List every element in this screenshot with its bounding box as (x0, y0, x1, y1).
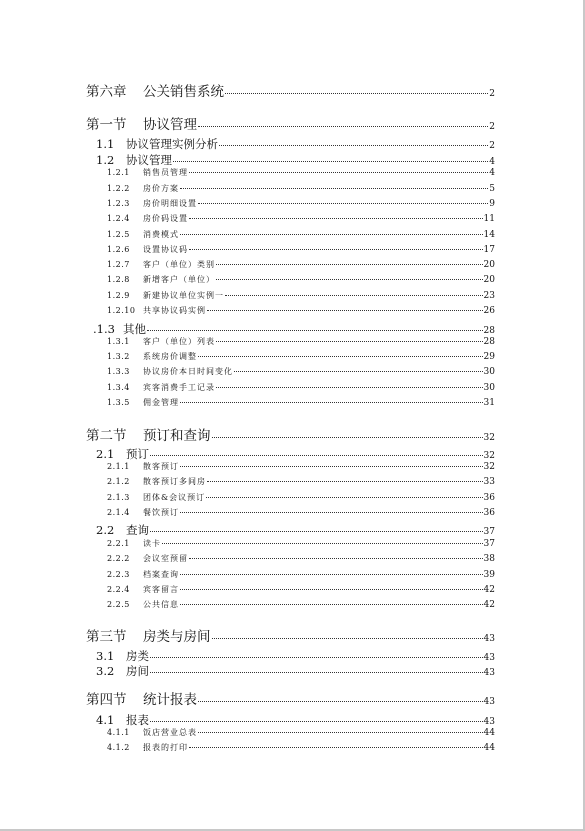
toc-page-number: 44 (483, 728, 495, 738)
toc-entry[interactable] (107, 167, 495, 178)
toc-leader-dots (198, 203, 488, 204)
toc-entry[interactable] (86, 113, 495, 133)
toc-page-number: 30 (483, 367, 495, 377)
toc-page-number: 33 (483, 477, 495, 487)
toc-entry-title: 协议管理 (126, 153, 172, 167)
toc-page-number: 2 (489, 141, 495, 151)
toc-entry-title: 统计报表 (143, 692, 197, 708)
toc-entry-number: 1.3.1 (107, 337, 130, 346)
toc-entry-number: 2.2 (96, 523, 115, 537)
toc-page-number: 31 (483, 398, 495, 408)
toc-entry[interactable] (96, 522, 495, 538)
toc-entry-title: 读卡 (143, 539, 161, 548)
toc-entry-title: 预订和查询 (143, 428, 211, 444)
toc-leader-dots (189, 558, 483, 559)
toc-leader-dots (198, 732, 483, 733)
toc-leader-dots (207, 481, 483, 482)
toc-page-number: 37 (483, 539, 495, 549)
toc-page-number: 9 (489, 199, 495, 209)
toc-leader-dots (180, 402, 483, 403)
toc-leader-dots (216, 387, 483, 388)
toc-entry-title: 新建协议单位实例一 (143, 291, 224, 300)
toc-entry[interactable] (107, 336, 495, 347)
toc-entry-number: 3.2 (96, 664, 115, 678)
toc-entry[interactable] (107, 397, 495, 408)
toc-entry-number: 2.1 (96, 447, 115, 461)
toc-page-number: 11 (483, 214, 495, 224)
toc-entry[interactable] (107, 290, 495, 301)
toc-entry-title: 销售员管理 (143, 168, 188, 177)
toc-entry-number: 1.2.2 (107, 184, 130, 193)
toc-leader-dots (147, 330, 483, 331)
toc-entry[interactable] (86, 424, 495, 444)
toc-leader-dots (180, 574, 483, 575)
toc-page-number: 38 (483, 554, 495, 564)
toc-leader-dots (180, 589, 483, 590)
toc-entry-title: 房价码设置 (143, 214, 188, 223)
toc-entry-number: 2.2.4 (107, 585, 130, 594)
toc-leader-dots (162, 543, 483, 544)
toc-entry-number: 1.2.8 (107, 275, 130, 284)
toc-leader-dots (216, 264, 483, 265)
toc-entry[interactable] (96, 712, 495, 728)
toc-entry-number: 2.2.1 (107, 539, 130, 548)
toc-entry[interactable] (107, 553, 495, 564)
toc-entry[interactable] (107, 213, 495, 224)
toc-entry-number: 1.3.3 (107, 367, 130, 376)
toc-entry-number: 1.2.10 (107, 306, 136, 315)
toc-leader-dots (234, 371, 483, 372)
toc-entry-number: 2.2.5 (107, 600, 130, 609)
toc-entry-number: 第四节 (86, 692, 127, 708)
toc-leader-dots (212, 437, 483, 438)
toc-entry[interactable] (107, 569, 495, 580)
toc-entry-number: 2.2.3 (107, 570, 130, 579)
toc-entry-number: 第六章 (86, 84, 127, 100)
toc-page-number: 23 (483, 291, 495, 301)
toc-leader-dots (150, 672, 483, 673)
toc-entry-title: 协议管理实例分析 (126, 137, 218, 151)
toc-entry-title: 团体&会议预订 (143, 493, 206, 502)
toc-leader-dots (198, 126, 488, 127)
toc-entry-number: 1.2.4 (107, 214, 130, 223)
toc-entry-number: 第三节 (86, 629, 127, 645)
toc-entry[interactable] (107, 584, 495, 595)
toc-entry[interactable] (86, 688, 495, 708)
toc-leader-dots (198, 701, 483, 702)
toc-entry-title: 消费模式 (143, 230, 179, 239)
toc-page-number: 42 (483, 600, 495, 610)
toc-page-number: 26 (483, 306, 495, 316)
toc-leader-dots (216, 341, 483, 342)
toc-page-number: 4 (489, 157, 495, 167)
toc-entry-number: 1.2.7 (107, 260, 130, 269)
toc-entry-title: 新增客户（单位） (143, 275, 215, 284)
toc-entry-title: 预订 (126, 447, 149, 461)
toc-entry-title: 餐饮预订 (143, 508, 179, 517)
toc-page-number: 32 (483, 451, 495, 461)
toc-page-number: 2 (489, 89, 495, 99)
toc-page-number: 14 (483, 230, 495, 240)
toc-entry-title: 报表的打印 (143, 743, 188, 752)
toc-entry[interactable] (107, 742, 495, 753)
toc-page-number: 32 (483, 462, 495, 472)
toc-entry-title: 房价明细设置 (143, 199, 197, 208)
toc-page-number: 5 (489, 184, 495, 194)
toc-entry-number: 4.1 (96, 713, 115, 727)
toc-leader-dots (206, 497, 482, 498)
toc-entry[interactable] (107, 274, 495, 285)
toc-leader-dots (180, 604, 483, 605)
toc-entry[interactable] (86, 80, 495, 100)
toc-entry[interactable] (107, 476, 495, 487)
toc-page-number: 30 (483, 383, 495, 393)
toc-leader-dots (189, 747, 483, 748)
toc-entry[interactable] (107, 507, 495, 518)
toc-entry[interactable] (96, 648, 495, 664)
toc-entry-number: 2.1.2 (107, 477, 130, 486)
toc-entry-number: 1.2.1 (107, 168, 130, 177)
toc-entry[interactable] (107, 382, 495, 393)
toc-entry-title: 房类与房间 (143, 629, 211, 645)
toc-entry-number: 2.1.4 (107, 508, 130, 517)
toc-entry-title: 档案查询 (143, 570, 179, 579)
toc-leader-dots (180, 188, 488, 189)
toc-entry[interactable] (107, 351, 495, 362)
toc-entry[interactable] (107, 305, 495, 316)
toc-leader-dots (225, 295, 483, 296)
toc-leader-dots (150, 657, 483, 658)
toc-entry-number: 2.1.3 (107, 493, 130, 502)
toc-entry[interactable] (93, 321, 495, 337)
toc-entry-title: 房类 (126, 649, 149, 663)
toc-page-number: 32 (483, 433, 495, 443)
toc-entry[interactable] (107, 244, 495, 255)
toc-entry[interactable] (107, 599, 495, 610)
toc-page-number: 28 (483, 337, 495, 347)
toc-page-number: 43 (483, 653, 495, 663)
toc-leader-dots (150, 455, 483, 456)
toc-entry-number: 2.1.1 (107, 462, 130, 471)
toc-page-number: 37 (483, 527, 495, 537)
toc-leader-dots (212, 638, 483, 639)
toc-leader-dots (189, 249, 483, 250)
toc-entry-title: 共享协议码实例 (143, 306, 206, 315)
toc-entry[interactable] (107, 461, 495, 472)
toc-page-number: 20 (483, 260, 495, 270)
toc-entry-number: 4.1.2 (107, 743, 130, 752)
toc-entry-title: 佣金管理 (143, 398, 179, 407)
toc-entry-number: 第一节 (86, 117, 127, 133)
toc-entry-title: 公共信息 (143, 600, 179, 609)
toc-entry-title: 房价方案 (143, 184, 179, 193)
toc-entry-number: 2.2.2 (107, 554, 130, 563)
toc-entry-title: 会议室预留 (143, 554, 188, 563)
toc-leader-dots (189, 172, 488, 173)
toc-entry[interactable] (107, 183, 495, 194)
toc-entry-title: 宾客消费手工记录 (143, 383, 215, 392)
toc-leader-dots (189, 218, 483, 219)
toc-entry[interactable] (107, 366, 495, 377)
toc-entry-number: 1.2 (96, 153, 115, 167)
toc-entry-number: 1.2.3 (107, 199, 130, 208)
toc-entry-title: 客户（单位）类别 (143, 260, 215, 269)
toc-entry-number: 3.1 (96, 649, 115, 663)
toc-entry-title: 其他 (123, 322, 146, 336)
toc-entry[interactable] (107, 492, 495, 503)
toc-leader-dots (180, 466, 483, 467)
toc-page-number: 17 (483, 245, 495, 255)
toc-leader-dots (180, 512, 483, 513)
toc-entry-title: 设置协议码 (143, 245, 188, 254)
toc-entry-title: 散客预订 (143, 462, 179, 471)
toc-entry[interactable] (96, 136, 495, 152)
toc-entry-title: 系统房价调整 (143, 352, 197, 361)
toc-page-number: 42 (483, 585, 495, 595)
toc-leader-dots (219, 145, 488, 146)
toc-entry-number: 1.2.9 (107, 291, 130, 300)
toc-entry-number: 1.3.2 (107, 352, 130, 361)
toc-leader-dots (150, 721, 483, 722)
toc-page-number: 28 (483, 326, 495, 336)
toc-entry[interactable] (107, 259, 495, 270)
toc-page-number: 39 (483, 570, 495, 580)
toc-entry[interactable] (86, 625, 495, 645)
toc-leader-dots (198, 356, 483, 357)
toc-page-number: 43 (483, 634, 495, 644)
toc-page-number: 4 (489, 168, 495, 178)
toc-leader-dots (207, 310, 483, 311)
toc-entry-title: 报表 (126, 713, 149, 727)
toc-entry-title: 客户（单位）列表 (143, 337, 215, 346)
toc-entry-title: 散客预订多间房 (143, 477, 206, 486)
toc-entry-number: 1.3.5 (107, 398, 130, 407)
toc-page-number: 43 (483, 668, 495, 678)
toc-page-number: 2 (489, 122, 495, 132)
toc-leader-dots (173, 161, 488, 162)
toc-entry[interactable] (96, 446, 495, 462)
toc-entry-number: 第二节 (86, 428, 127, 444)
toc-leader-dots (150, 531, 483, 532)
toc-entry-number: .1.3 (93, 322, 115, 336)
toc-entry[interactable] (96, 663, 495, 679)
toc-page-number: 20 (483, 275, 495, 285)
toc-entry[interactable] (107, 198, 495, 209)
toc-page-number: 36 (483, 508, 495, 518)
toc-entry[interactable] (107, 727, 495, 738)
toc-entry[interactable] (107, 538, 495, 549)
toc-leader-dots (180, 234, 483, 235)
toc-page-number: 43 (483, 697, 495, 707)
toc-page-number: 43 (483, 717, 495, 727)
toc-entry-number: 1.2.5 (107, 230, 130, 239)
toc-entry-number: 1.3.4 (107, 383, 130, 392)
toc-page-number: 29 (483, 352, 495, 362)
toc-page-number: 36 (483, 493, 495, 503)
toc-entry-title: 房间 (126, 664, 149, 678)
toc-entry-title: 协议房价本日时间变化 (143, 367, 233, 376)
toc-entry-title: 宾客留言 (143, 585, 179, 594)
toc-entry-title: 饭店营业总表 (143, 728, 197, 737)
toc-entry-title: 协议管理 (143, 117, 197, 133)
toc-leader-dots (216, 279, 483, 280)
toc-entry[interactable] (107, 229, 495, 240)
toc-entry-title: 查询 (126, 523, 149, 537)
toc-leader-dots (225, 93, 488, 94)
toc-entry[interactable] (96, 152, 495, 168)
toc-entry-title: 公关销售系统 (143, 84, 224, 100)
toc-entry-number: 1.2.6 (107, 245, 130, 254)
toc-entry-number: 4.1.1 (107, 728, 130, 737)
toc-page-number: 44 (483, 743, 495, 753)
toc-entry-number: 1.1 (96, 137, 115, 151)
